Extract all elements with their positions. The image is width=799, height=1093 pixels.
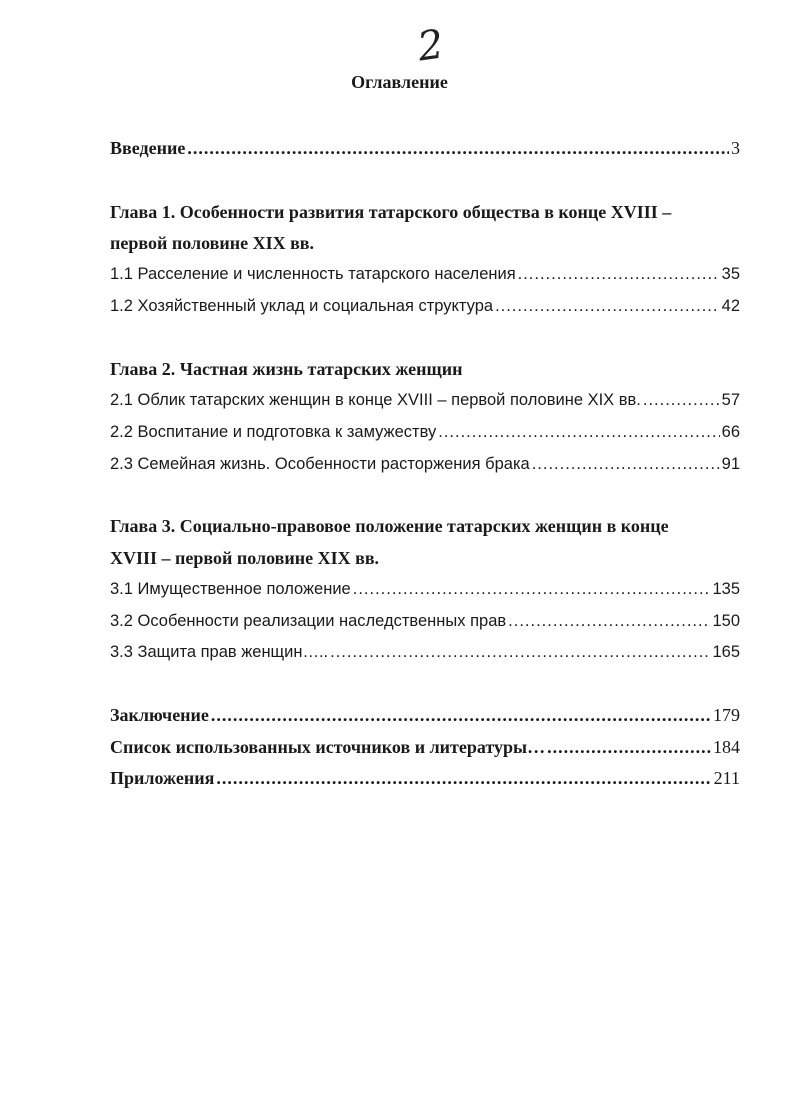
page-title: Оглавление — [351, 72, 448, 92]
toc-entry-page: 179 — [713, 705, 740, 725]
toc-entry-page: 165 — [712, 643, 740, 661]
dot-leader — [518, 262, 720, 286]
dot-leader — [211, 703, 711, 727]
toc-entry-page: 57 — [721, 391, 740, 409]
dot-leader — [643, 388, 720, 412]
toc-entry-label: 1.1 Расселение и численность татарского населения — [110, 265, 516, 283]
toc-entry-2-2[interactable] — [110, 420, 740, 444]
dot-leader — [495, 294, 720, 318]
toc-entry-1-1[interactable] — [110, 262, 740, 286]
toc-entry-3-1[interactable] — [110, 577, 740, 601]
chapter-1-heading-line-1: Глава 1. Особенности развития татарского общества в конце XVIII – — [110, 202, 672, 222]
toc-entry-page: 3 — [731, 138, 740, 158]
dot-leader — [532, 452, 720, 476]
toc-entry-page: 42 — [721, 297, 740, 315]
dot-leader — [216, 766, 711, 790]
toc-entry-conclusion[interactable] — [110, 703, 740, 727]
toc-entry-label: 2.2 Воспитание и подготовка к замужеству — [110, 423, 437, 441]
dot-leader — [187, 136, 729, 160]
toc-entry-label: Введение — [110, 138, 186, 158]
toc-entry-label: 2.1 Облик татарских женщин в конце XVIII – первой половине XIX вв. — [110, 391, 641, 409]
chapter-3-heading-line-1: Глава 3. Социально-правовое положение татарских женщин в конце — [110, 516, 669, 536]
dot-leader — [547, 735, 711, 759]
toc-entry-sources[interactable] — [110, 735, 740, 759]
toc-entry-page: 66 — [721, 423, 740, 441]
toc-entry-label: 1.2 Хозяйственный уклад и социальная структура — [110, 297, 494, 315]
toc-entry-label: 3.1 Имущественное положение — [110, 580, 351, 598]
toc-entry-page: 91 — [721, 455, 740, 473]
toc-entry-3-3[interactable] — [110, 640, 740, 664]
toc-entry-3-2[interactable] — [110, 609, 740, 633]
dot-leader — [438, 420, 719, 444]
toc-entry-label: 2.3 Семейная жизнь. Особенности расторжения брака — [110, 455, 530, 473]
toc-entry-1-2[interactable] — [110, 294, 740, 318]
toc-entry-appendices[interactable] — [110, 766, 740, 790]
dot-leader — [508, 609, 710, 633]
toc-entry-page: 35 — [721, 265, 740, 283]
handwritten-page-number: 2 — [414, 21, 447, 71]
toc-entry-label: Приложения — [110, 768, 215, 788]
dot-leader — [353, 577, 711, 601]
toc-entry-introduction[interactable] — [110, 136, 740, 160]
toc-entry-page: 135 — [712, 580, 740, 598]
toc-entry-2-3[interactable] — [110, 452, 740, 476]
chapter-3-heading-line-2: XVIII – первой половине XIX вв. — [110, 548, 380, 568]
chapter-2-heading: Глава 2. Частная жизнь татарских женщин — [110, 359, 463, 379]
toc-entry-2-1[interactable] — [110, 388, 740, 412]
dot-leader — [330, 640, 710, 664]
toc-entry-label: Заключение — [110, 705, 209, 725]
toc-entry-label: 3.3 Защита прав женщин….. — [110, 643, 329, 661]
toc-entry-page: 211 — [713, 768, 740, 788]
toc-entry-label: Список использованных источников и литературы… — [110, 737, 546, 757]
chapter-1-heading-line-2: первой половине XIX вв. — [110, 233, 315, 253]
toc-entry-label: 3.2 Особенности реализации наследственных прав — [110, 612, 507, 630]
toc-entry-page: 150 — [712, 612, 740, 630]
toc-entry-page: 184 — [713, 737, 740, 757]
